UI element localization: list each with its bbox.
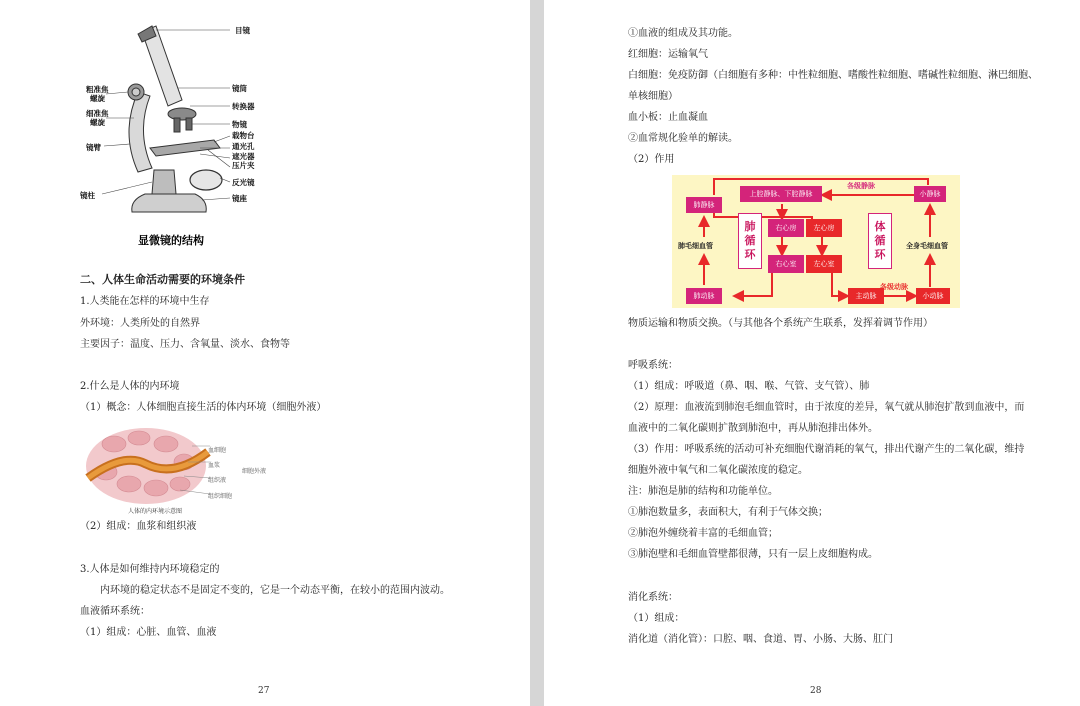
text-line: 细胞外液中氧气和二氧化碳浓度的稳定。 — [628, 465, 808, 476]
node-pulmonary-artery: 肺动脉 — [686, 288, 722, 304]
text-line: （1）概念：人体细胞直接生活的体内环境（细胞外液） — [80, 402, 327, 413]
label-base: 镜座 — [232, 194, 247, 203]
text-line: 1.人类能在怎样的环境中生存 — [80, 296, 210, 307]
text-line: ①血液的组成及其功能。 — [628, 28, 738, 39]
node-left-ventricle: 左心室 — [806, 255, 842, 273]
text-line: （1）组成： — [628, 613, 685, 624]
page-number: 28 — [810, 686, 822, 696]
label-converter: 转换器 — [232, 102, 255, 111]
text-line: 血小板：止血凝血 — [628, 112, 708, 123]
text-line: ③肺泡壁和毛细血管壁都很薄，只有一层上皮细胞构成。 — [628, 549, 878, 560]
text-line: 3.人体是如何维持内环境稳定的 — [80, 564, 220, 575]
node-svc-ivc: 上腔静脉、下腔静脉 — [740, 186, 822, 202]
document-page-27 — [0, 0, 530, 706]
label-diaphragm: 遮光器 — [232, 152, 255, 161]
label-tube: 镜筒 — [232, 84, 247, 93]
text-line: （2）作用 — [628, 154, 675, 165]
label-extracellular-fluid: 细胞外液 — [242, 468, 267, 475]
label-plasma: 血浆 — [208, 462, 221, 469]
microscope-caption: 显微镜的结构 — [138, 234, 204, 247]
text-line: 注：肺泡是肺的结构和功能单位。 — [628, 486, 778, 497]
text-line: ②血常规化验单的解读。 — [628, 133, 738, 144]
label-coarse-focus-1: 粗准焦 — [86, 85, 109, 94]
char: 循 — [874, 234, 886, 247]
label-fine-focus-2: 螺旋 — [90, 118, 105, 127]
text-line: 物质运输和物质交换。（与其他各个系统产生联系，发挥着调节作用） — [628, 318, 933, 329]
page-number: 27 — [258, 686, 270, 696]
label-body-capillary: 全身毛细血管 — [906, 242, 948, 250]
node-small-artery: 小动脉 — [916, 288, 950, 304]
node-aorta: 主动脉 — [848, 288, 884, 304]
label-clip: 压片夹 — [232, 161, 255, 170]
text-line: ②肺泡外缠绕着丰富的毛细血管； — [628, 528, 778, 539]
text-line: ①肺泡数量多，表面积大，有利于气体交换； — [628, 507, 828, 518]
text-line: 内环境的稳定状态不是固定不变的，它是一个动态平衡，在较小的范围内波动。 — [100, 585, 450, 596]
text-line: 红细胞：运输氧气 — [628, 49, 708, 60]
char: 环 — [744, 248, 756, 261]
text-line: 白细胞：免疫防御（白细胞有多种：中性粒细胞、嗜酸性粒细胞、嗜碱性粒细胞、淋巴细胞、 — [628, 70, 1038, 81]
text-line: 2.什么是人体的内环境 — [80, 381, 180, 392]
text-line: 血液循环系统： — [80, 606, 150, 617]
label-arteries: 各级动脉 — [880, 283, 908, 291]
label-lung-capillary: 肺毛细血管 — [678, 242, 713, 250]
label-mirror: 反光镜 — [232, 178, 255, 187]
text-line: （1）组成：心脏、血管、血液 — [80, 627, 217, 638]
text-line: 呼吸系统： — [628, 360, 678, 371]
text-line: 血液中的二氧化碳则扩散到肺泡中，再从肺泡排出体外。 — [628, 423, 878, 434]
text-line: （1）组成：呼吸道（鼻、咽、喉、气管、支气管）、肺 — [628, 381, 870, 392]
node-right-atrium: 右心房 — [768, 219, 804, 237]
text-line: 主要因子：温度、压力、含氧量、淡水、食物等 — [80, 339, 290, 350]
label-veins: 各级静脉 — [847, 182, 875, 190]
document-page-28 — [544, 0, 1080, 706]
char: 体 — [874, 220, 886, 233]
label-pulmonary-circulation — [738, 213, 762, 269]
char: 循 — [744, 234, 756, 247]
node-left-atrium: 左心房 — [806, 219, 842, 237]
label-tissue-fluid: 组织液 — [208, 477, 227, 484]
label-pillar: 镜柱 — [80, 191, 95, 200]
char: 肺 — [744, 220, 756, 233]
text-line: （3）作用：呼吸系统的活动可补充细胞代谢消耗的氧气，排出代谢产生的二氧化碳，维持 — [628, 444, 1025, 455]
char: 环 — [874, 248, 886, 261]
label-aperture: 通光孔 — [232, 142, 255, 151]
label-stage: 载物台 — [232, 131, 255, 140]
label-blood-cell: 血细胞 — [208, 447, 227, 454]
text-line: 外环境：人类所处的自然界 — [80, 318, 200, 329]
text-line: （2）组成：血浆和组织液 — [80, 521, 197, 532]
label-objective: 物镜 — [232, 120, 247, 129]
text-line: 消化道（消化管）：口腔、咽、食道、胃、小肠、大肠、肛门 — [628, 634, 893, 645]
label-fine-focus-1: 细准焦 — [86, 109, 109, 118]
text-line: （2）原理：血液流到肺泡毛细血管时，由于浓度的差异，氧气就从肺泡扩散到血液中，而 — [628, 402, 1025, 413]
env-figure-caption: 人体的内环境示意图 — [128, 508, 183, 515]
text-line: 单核细胞） — [628, 91, 678, 102]
node-pulmonary-vein: 肺静脉 — [686, 197, 722, 213]
label-arm: 镜臂 — [86, 143, 101, 152]
label-eyepiece: 目镜 — [235, 26, 250, 35]
node-right-ventricle: 右心室 — [768, 255, 804, 273]
page-gutter — [530, 0, 544, 706]
label-tissue-cell: 组织细胞 — [208, 493, 233, 500]
label-systemic-circulation — [868, 213, 892, 269]
text-line: 消化系统： — [628, 592, 678, 603]
section-title: 二、人体生命活动需要的环境条件 — [80, 273, 245, 286]
tissue-drawing — [84, 422, 214, 508]
label-coarse-focus-2: 螺旋 — [90, 94, 105, 103]
node-small-vein: 小静脉 — [914, 186, 946, 202]
circulation-diagram — [672, 175, 960, 308]
